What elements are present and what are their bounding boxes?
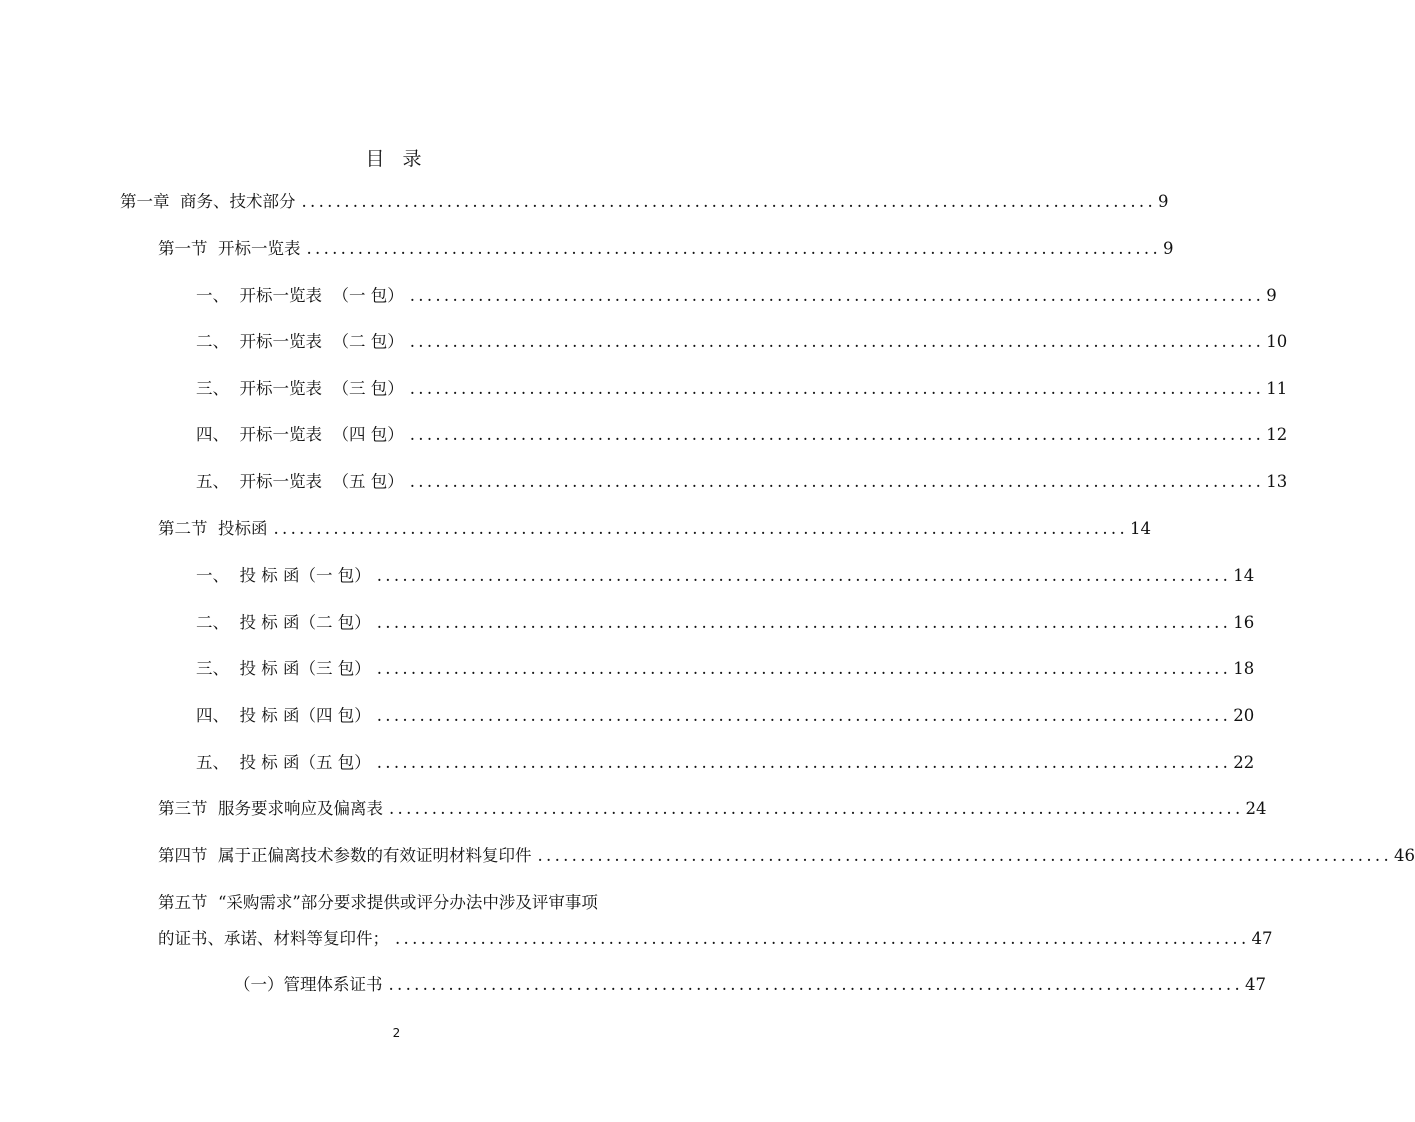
toc-entry-item[interactable] [196,563,1255,589]
toc-entry-label: 第二节 投标函 [158,519,268,538]
toc-entry-page: 24 [1245,799,1267,818]
toc-entry-page: 14 [1130,519,1151,538]
toc-entry-page: 16 [1233,613,1255,632]
dot-leader: .................................................................................................... [409,379,1265,398]
dot-leader: .................................................................................................... [376,659,1232,678]
toc-entry-label: 二、 开标一览表 （二 包） [196,332,404,351]
dot-leader: .................................................................................................... [537,846,1392,865]
toc-entry-page: 13 [1266,472,1288,491]
toc-entry-label: 第三节 服务要求响应及偏离表 [158,799,383,818]
toc-entry-page: 10 [1266,332,1288,351]
toc-entry-label: 二、 投 标 函（二 包） [196,613,371,632]
toc-entry-label: 第一章 商务、技术部分 [120,192,296,211]
toc-entry-section-5[interactable] [158,926,1273,952]
toc-entry-subitem[interactable] [234,972,1266,998]
toc-entry-label: 第四节 属于正偏离技术参数的有效证明材料复印件 [158,846,532,865]
toc-entry-label: 一、 投 标 函（一 包） [196,566,371,585]
toc-entry-item[interactable] [196,329,1288,355]
dot-leader: .................................................................................................... [376,566,1232,585]
toc-entry-page: 22 [1233,753,1255,772]
toc-entry-label-continued: 的证书、承诺、材料等复印件； [158,929,389,948]
toc-entry-item[interactable] [196,376,1288,402]
toc-entry-page: 9 [1158,192,1169,211]
dot-leader: .................................................................................................... [306,239,1161,258]
toc-entry-label: 三、 开标一览表 （三 包） [196,379,404,398]
dot-leader: .................................................................................................... [376,706,1232,725]
toc-title: 目 录 [365,148,428,170]
toc-entry-label: 四、 投 标 函（四 包） [196,706,371,725]
toc-entry-page: 9 [1163,239,1174,258]
dot-leader: .................................................................................................... [389,799,1244,818]
toc-entry-item[interactable] [196,422,1288,448]
toc-entry-label: 三、 投 标 函（三 包） [196,659,371,678]
toc-entry-section-1[interactable] [158,236,1174,262]
dot-leader: .................................................................................................... [301,192,1156,211]
toc-entry-label: 一、 开标一览表 （一 包） [196,286,404,305]
toc-entry-chapter-1[interactable] [120,189,1169,215]
dot-leader: .................................................................................................... [376,753,1232,772]
toc-entry-section-3[interactable] [158,796,1267,822]
toc-entry-page: 11 [1266,379,1288,398]
page-number: 2 [392,1026,401,1040]
toc-entry-page: 47 [1251,929,1273,948]
dot-leader: .................................................................................................... [409,472,1265,491]
toc-entry-item[interactable] [196,283,1277,309]
toc-entry-section-2[interactable] [158,516,1151,542]
toc-entry-section-5-label[interactable]: 第五节 “采购需求”部分要求提供或评分办法中涉及评审事项 [158,893,598,912]
toc-entry-page: 46 [1394,846,1415,865]
toc-entry-item[interactable] [196,656,1255,682]
toc-entry-section-4[interactable] [158,843,1415,869]
toc-entry-page: 20 [1233,706,1255,725]
toc-entry-page: 47 [1245,975,1266,994]
toc-entry-label: 第一节 开标一览表 [158,239,301,258]
dot-leader: .................................................................................................... [409,332,1265,351]
toc-entry-page: 9 [1266,286,1277,305]
toc-entry-label: 五、 开标一览表 （五 包） [196,472,404,491]
toc-entry-label: 四、 开标一览表 （四 包） [196,425,404,444]
dot-leader: .................................................................................................... [409,425,1265,444]
dot-leader: .................................................................................................... [388,975,1243,994]
dot-leader: .................................................................................................... [376,613,1232,632]
toc-entry-label: （一）管理体系证书 [234,975,383,994]
toc-entry-page: 12 [1266,425,1288,444]
toc-entry-item[interactable] [196,750,1255,776]
dot-leader: .................................................................................................... [409,286,1265,305]
dot-leader: .................................................................................................... [395,929,1250,948]
toc-entry-label: 五、 投 标 函（五 包） [196,753,371,772]
dot-leader: .................................................................................................... [273,519,1128,538]
toc-entry-item[interactable] [196,610,1255,636]
toc-entry-item[interactable] [196,703,1255,729]
toc-entry-page: 18 [1233,659,1255,678]
toc-entry-item[interactable] [196,469,1288,495]
toc-entry-page: 14 [1233,566,1255,585]
